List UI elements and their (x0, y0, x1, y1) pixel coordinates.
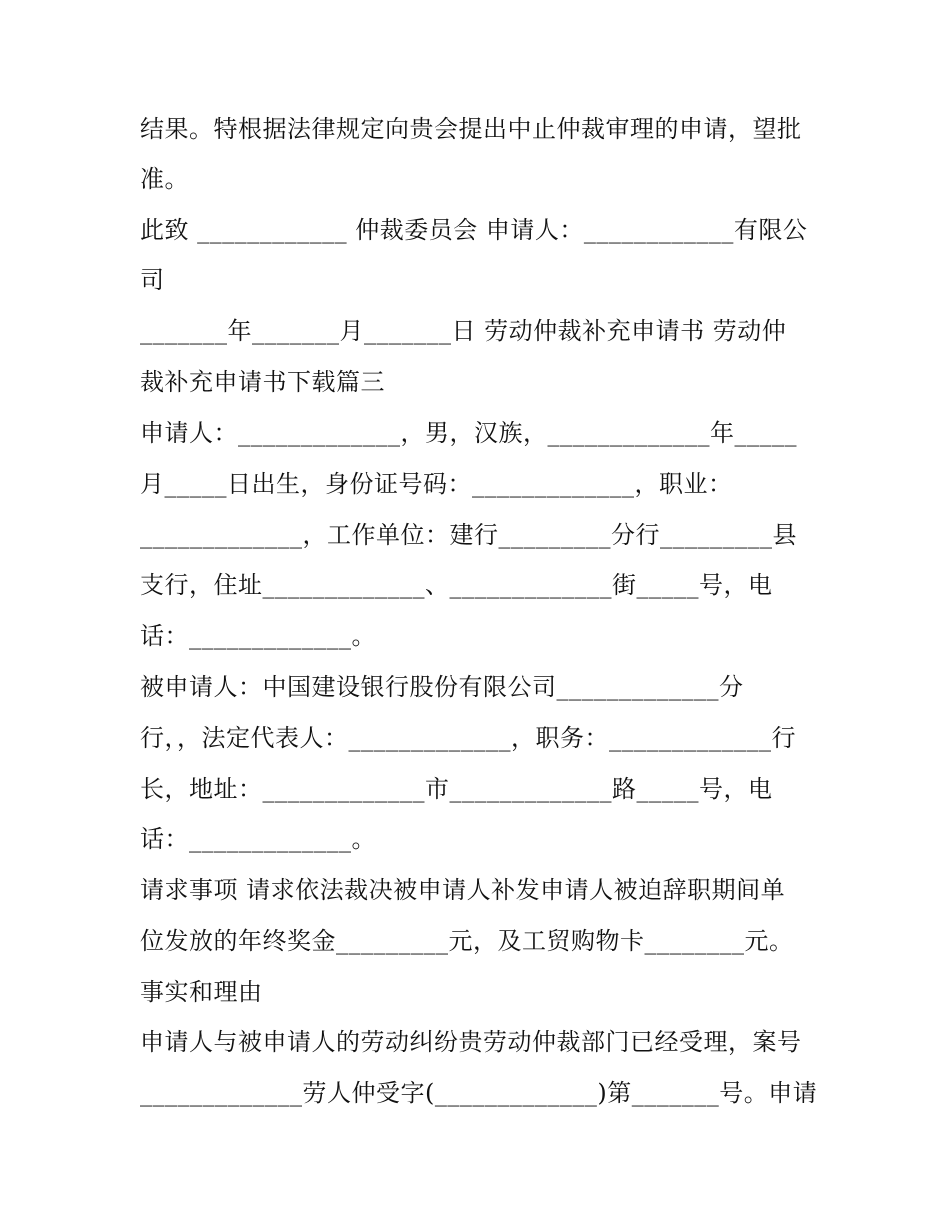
text-line: 月_____日出生，身份证号码：_____________，职业： (140, 470, 733, 498)
text-line: 准。 (140, 165, 189, 193)
text-line: 司 (140, 266, 165, 294)
section-heading: 事实和理由 (140, 978, 263, 1006)
text-line: 结果。特根据法律规定向贵会提出中止仲裁审理的申请，望批 (140, 115, 802, 143)
section-title: 裁补充申请书下载篇三 (140, 368, 385, 396)
text-line: 请求事项 请求依法裁决被申请人补发申请人被迫辞职期间单 (140, 876, 786, 904)
text-line: 申请人：_____________，男，汉族，_____________年_____ (140, 419, 797, 447)
text-line: 位发放的年终奖金_________元，及工贸购物卡________元。 (140, 927, 794, 955)
text-line: 行，，法定代表人：_____________，职务：_____________行 (140, 724, 796, 752)
text-line: _____________劳人仲受字(_____________)第_______号。申请 (140, 1079, 818, 1107)
text-line: 话：_____________。 (140, 622, 376, 650)
text-line: 长，地址：_____________市_____________路_____号，电 (140, 775, 773, 803)
text-line: 申请人与被申请人的劳动纠纷贵劳动仲裁部门已经受理，案号 (140, 1028, 802, 1056)
text-line: 此致 ____________ 仲裁委员会 申请人：____________有限公 (140, 216, 808, 244)
text-line: 话：_____________。 (140, 825, 376, 853)
text-line: 支行，住址_____________、_____________街_____号，电 (140, 571, 773, 599)
text-line: _____________，工作单位：建行_________分行_________县 (140, 521, 797, 549)
text-line: _______年_______月_______日 劳动仲裁补充申请书 劳动仲 (140, 317, 787, 345)
text-line: 被申请人：中国建设银行股份有限公司_____________分 (140, 673, 744, 701)
